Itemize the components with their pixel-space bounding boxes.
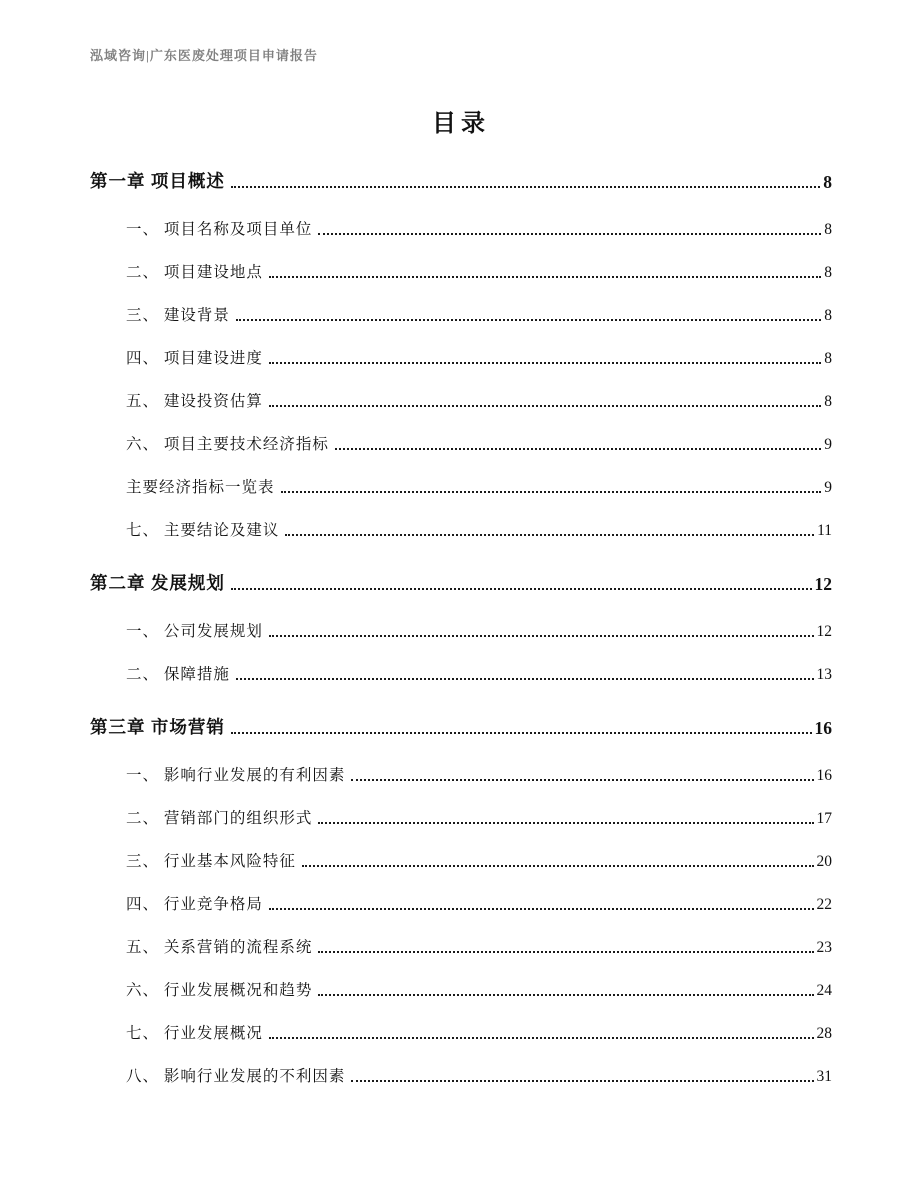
toc-section-row: [90, 1021, 832, 1043]
toc-entry-page: 8: [824, 393, 832, 411]
dotted-leader: [269, 635, 814, 637]
toc-chapter-row: [90, 168, 832, 193]
toc-entry-page: 8: [824, 307, 832, 325]
toc-entry-label: 第三章 市场营销: [90, 717, 225, 738]
toc-entry-page: 20: [816, 853, 832, 871]
toc-section-row: [90, 849, 832, 871]
toc-section-row: [90, 763, 832, 785]
header-text: 泓域咨询|广东医废处理项目申请报告: [90, 48, 318, 63]
toc-entry-label: 七、 行业发展概况: [126, 1025, 263, 1043]
toc-section-row: [90, 518, 832, 540]
toc-section-row: [90, 432, 832, 454]
toc-entry-label: 二、 保障措施: [126, 666, 230, 684]
dotted-leader: [269, 276, 821, 278]
toc-entry-page: 28: [816, 1025, 832, 1043]
toc-entry-label: 三、 建设背景: [126, 307, 230, 325]
toc-section-row: [90, 1064, 832, 1086]
dotted-leader: [231, 588, 812, 590]
toc-entry-label: 六、 项目主要技术经济指标: [126, 436, 329, 454]
toc-entry-page: 12: [816, 623, 832, 641]
toc-section-row: [90, 892, 832, 914]
toc-entry-page: 8: [824, 221, 832, 239]
dotted-leader: [351, 1080, 813, 1082]
toc-entry-label: 第二章 发展规划: [90, 573, 225, 594]
dotted-leader: [335, 448, 821, 450]
toc-section-row: [90, 978, 832, 1000]
dotted-leader: [318, 951, 813, 953]
toc-entry-page: 11: [817, 522, 832, 540]
toc-entry-page: 13: [816, 666, 832, 684]
toc-section-row: [90, 806, 832, 828]
toc-entry-page: 24: [816, 982, 832, 1000]
toc-section-row: [90, 619, 832, 641]
dotted-leader: [318, 822, 813, 824]
dotted-leader: [318, 994, 813, 996]
toc-entry-page: 8: [823, 172, 832, 193]
toc-section-row: [90, 935, 832, 957]
dotted-leader: [236, 319, 821, 321]
toc-entry-label: 四、 行业竞争格局: [126, 896, 263, 914]
toc-entry-page: 12: [814, 574, 832, 595]
dotted-leader: [302, 865, 814, 867]
toc-section-row: [90, 662, 832, 684]
toc: [90, 168, 832, 1086]
toc-entry-label: 一、 项目名称及项目单位: [126, 221, 313, 239]
document-header: [90, 48, 832, 64]
dotted-leader: [285, 534, 814, 536]
toc-entry-label: 七、 主要结论及建议: [126, 522, 280, 540]
toc-section-row: [90, 346, 832, 368]
toc-section-row: [90, 217, 832, 239]
dotted-leader: [269, 362, 821, 364]
toc-entry-page: 23: [816, 939, 832, 957]
toc-entry-page: 16: [816, 767, 832, 785]
toc-entry-label: 第一章 项目概述: [90, 171, 225, 192]
toc-entry-label: 主要经济指标一览表: [126, 479, 275, 497]
toc-entry-label: 四、 项目建设进度: [126, 350, 263, 368]
dotted-leader: [351, 779, 813, 781]
toc-section-row: [90, 389, 832, 411]
toc-section-row: [90, 260, 832, 282]
toc-chapter-row: [90, 570, 832, 595]
dotted-leader: [269, 1037, 814, 1039]
toc-section-row: [90, 475, 832, 497]
toc-entry-page: 31: [816, 1068, 832, 1086]
page-title: 目录: [432, 110, 490, 137]
toc-entry-label: 二、 项目建设地点: [126, 264, 263, 282]
toc-section-row: [90, 303, 832, 325]
toc-entry-page: 8: [824, 264, 832, 282]
toc-chapter-row: [90, 714, 832, 739]
toc-entry-label: 五、 关系营销的流程系统: [126, 939, 313, 957]
dotted-leader: [318, 233, 821, 235]
toc-entry-page: 16: [814, 718, 832, 739]
toc-entry-label: 六、 行业发展概况和趋势: [126, 982, 313, 1000]
toc-entry-label: 五、 建设投资估算: [126, 393, 263, 411]
toc-entry-page: 8: [824, 350, 832, 368]
toc-entry-page: 17: [816, 810, 832, 828]
dotted-leader: [269, 908, 814, 910]
toc-entry-label: 一、 影响行业发展的有利因素: [126, 767, 346, 785]
toc-entry-label: 八、 影响行业发展的不利因素: [126, 1068, 346, 1086]
toc-entry-label: 三、 行业基本风险特征: [126, 853, 296, 871]
toc-entry-page: 22: [816, 896, 832, 914]
dotted-leader: [231, 732, 812, 734]
dotted-leader: [236, 678, 814, 680]
toc-entry-label: 二、 营销部门的组织形式: [126, 810, 313, 828]
dotted-leader: [231, 186, 820, 188]
toc-entry-page: 9: [824, 436, 832, 454]
toc-entry-label: 一、 公司发展规划: [126, 623, 263, 641]
dotted-leader: [269, 405, 821, 407]
toc-entry-page: 9: [824, 479, 832, 497]
dotted-leader: [281, 491, 822, 493]
